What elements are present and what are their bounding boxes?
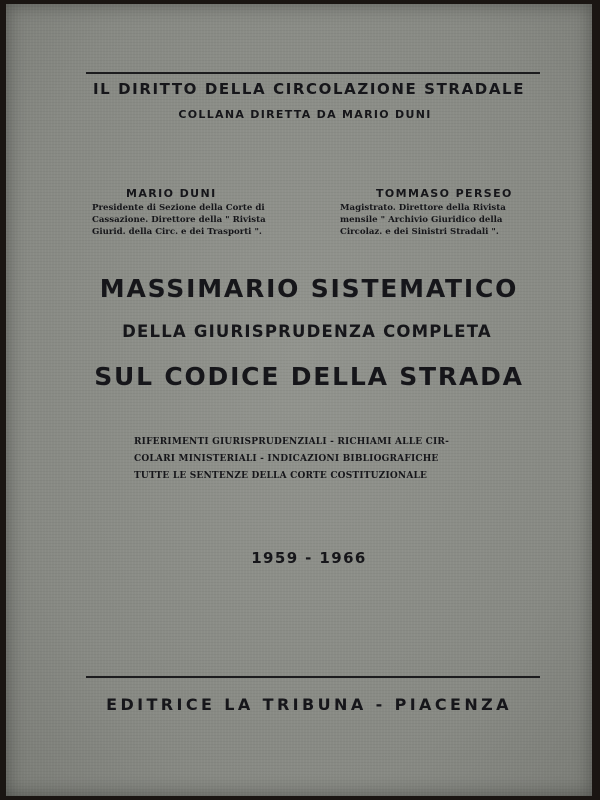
bottom-divider <box>86 676 540 678</box>
book-description <box>134 434 494 485</box>
year-range: 1959 - 1966 <box>251 549 367 567</box>
series-title: IL DIRITTO DELLA CIRCOLAZIONE STRADALE <box>92 80 526 98</box>
top-divider <box>86 72 540 74</box>
author-bio-line: Magistrato. Direttore della Rivista <box>340 203 506 213</box>
author-bio-line: Circolaz. e dei Sinistri Stradali ". <box>340 227 499 237</box>
author-tommaso-perseo <box>340 188 550 238</box>
book-title-middle: DELLA GIURISPRUDENZA COMPLETA <box>122 322 492 341</box>
author-bio-line: Cassazione. Direttore della " Rivista <box>92 215 266 225</box>
description-line: COLARI MINISTERIALI - INDICAZIONI BIBLIOGRAFICHE <box>134 454 439 464</box>
author-bio-line: Giurid. della Circ. e dei Trasporti ". <box>92 227 262 237</box>
author-bio-line: Presidente di Sezione della Corte di <box>92 203 265 213</box>
author-name: TOMMASO PERSEO <box>376 187 513 200</box>
author-mario-duni <box>92 188 292 238</box>
author-name: MARIO DUNI <box>126 187 217 200</box>
author-bio-line: mensile " Archivio Giuridico della <box>340 215 503 225</box>
book-cover <box>6 4 592 796</box>
series-editor-line: COLLANA DIRETTA DA MARIO DUNI <box>178 108 432 121</box>
description-line: TUTTE LE SENTENZE DELLA CORTE COSTITUZIONALE <box>134 471 428 481</box>
book-title-subject: SUL CODICE DELLA STRADA <box>94 362 524 391</box>
description-line: RIFERIMENTI GIURISPRUDENZIALI - RICHIAMI ALLE CIR- <box>134 437 450 447</box>
book-title-main: MASSIMARIO SISTEMATICO <box>99 274 519 303</box>
publisher: EDITRICE LA TRIBUNA - PIACENZA <box>106 695 512 714</box>
